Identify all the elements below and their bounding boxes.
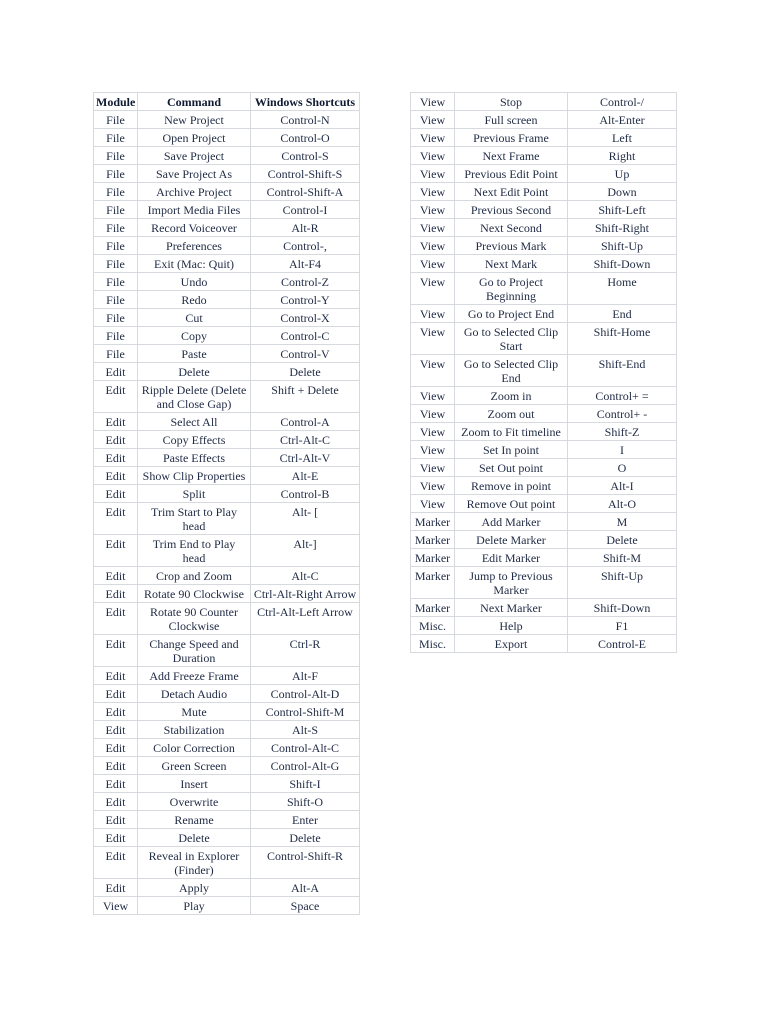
module-cell: Edit [94,485,138,503]
module-cell: View [94,897,138,915]
shortcut-cell: Alt-S [251,721,360,739]
module-cell: File [94,147,138,165]
module-cell: Edit [94,667,138,685]
module-cell: Edit [94,635,138,667]
table-row [94,585,360,603]
shortcut-cell: Ctrl-Alt-V [251,449,360,467]
shortcut-cell: Alt-Enter [568,111,677,129]
command-cell: Zoom out [455,405,568,423]
shortcut-cell: Control-X [251,309,360,327]
shortcut-cell: Shift-End [568,355,677,387]
command-cell: Insert [138,775,251,793]
command-cell: Color Correction [138,739,251,757]
shortcuts-table-left [93,92,360,915]
module-cell: Edit [94,449,138,467]
module-cell: Marker [411,531,455,549]
shortcut-cell: I [568,441,677,459]
command-cell: Rotate 90 Counter Clockwise [138,603,251,635]
shortcut-cell: Control-, [251,237,360,255]
module-cell: Edit [94,757,138,775]
command-cell: Help [455,617,568,635]
module-cell: View [411,323,455,355]
shortcut-cell: Down [568,183,677,201]
shortcut-cell: Alt-E [251,467,360,485]
module-header: Module [94,93,138,111]
table-row [94,345,360,363]
table-row [94,775,360,793]
module-cell: View [411,423,455,441]
shortcut-cell: Control-Alt-G [251,757,360,775]
module-cell: File [94,219,138,237]
shortcut-cell: Shift-M [568,549,677,567]
command-cell: Preferences [138,237,251,255]
shortcut-cell: Control-I [251,201,360,219]
shortcut-cell: Control-B [251,485,360,503]
table-row [411,477,677,495]
module-cell: Edit [94,847,138,879]
shortcut-cell: Control-Y [251,291,360,309]
command-cell: Undo [138,273,251,291]
table-row [94,291,360,309]
command-cell: Add Marker [455,513,568,531]
command-cell: Copy [138,327,251,345]
shortcut-cell: Alt-I [568,477,677,495]
module-cell: Edit [94,739,138,757]
module-cell: Edit [94,793,138,811]
shortcut-cell: Shift-Left [568,201,677,219]
shortcut-cell: Alt-F4 [251,255,360,273]
table-row [411,219,677,237]
module-cell: View [411,441,455,459]
shortcut-cell: Right [568,147,677,165]
command-cell: Open Project [138,129,251,147]
table-row [94,381,360,413]
command-cell: Delete [138,829,251,847]
table-row [94,327,360,345]
shortcut-cell: Shift + Delete [251,381,360,413]
module-cell: View [411,93,455,111]
shortcuts-table-right-body [411,93,677,653]
command-cell: Go to Project Beginning [455,273,568,305]
shortcut-cell: Alt-] [251,535,360,567]
table-row [411,255,677,273]
module-cell: View [411,495,455,513]
command-cell: Save Project As [138,165,251,183]
command-cell: Split [138,485,251,503]
command-cell: Rename [138,811,251,829]
table-row [94,255,360,273]
shortcut-cell: Delete [568,531,677,549]
module-cell: File [94,345,138,363]
command-cell: Jump to Previous Marker [455,567,568,599]
table-row [94,273,360,291]
table-row [94,309,360,327]
table-row [411,423,677,441]
module-cell: File [94,129,138,147]
command-cell: Set Out point [455,459,568,477]
command-cell: Stop [455,93,568,111]
module-cell: Edit [94,585,138,603]
command-cell: Zoom to Fit timeline [455,423,568,441]
command-cell: Change Speed and Duration [138,635,251,667]
command-cell: Rotate 90 Clockwise [138,585,251,603]
table-row [411,93,677,111]
table-row [94,237,360,255]
table-row [94,413,360,431]
table-row [94,219,360,237]
module-cell: View [411,111,455,129]
shortcut-cell: Shift-Up [568,237,677,255]
command-cell: Next Second [455,219,568,237]
module-cell: File [94,201,138,219]
shortcut-cell: Shift-I [251,775,360,793]
shortcut-cell: Alt- [ [251,503,360,535]
module-cell: View [411,219,455,237]
shortcut-cell: Control-A [251,413,360,431]
table-row [94,685,360,703]
command-cell: Crop and Zoom [138,567,251,585]
command-cell: Mute [138,703,251,721]
module-cell: File [94,111,138,129]
table-row [94,567,360,585]
shortcut-cell: Control-Alt-C [251,739,360,757]
table-row [411,147,677,165]
command-cell: Apply [138,879,251,897]
shortcut-cell: Alt-C [251,567,360,585]
shortcut-cell: Alt-F [251,667,360,685]
module-cell: View [411,387,455,405]
module-cell: Edit [94,567,138,585]
command-cell: Remove Out point [455,495,568,513]
command-cell: Detach Audio [138,685,251,703]
table-row [94,757,360,775]
command-cell: Next Marker [455,599,568,617]
module-cell: Edit [94,467,138,485]
shortcut-cell: Shift-Down [568,599,677,617]
table-row [411,495,677,513]
shortcut-cell: Left [568,129,677,147]
module-cell: View [411,459,455,477]
module-cell: Marker [411,513,455,531]
command-cell: Next Frame [455,147,568,165]
table-row [94,811,360,829]
module-cell: Edit [94,381,138,413]
shortcuts-table-left-body [94,111,360,915]
shortcut-cell: Control-C [251,327,360,345]
command-cell: Go to Selected Clip Start [455,323,568,355]
command-cell: Zoom in [455,387,568,405]
table-row [94,449,360,467]
module-cell: View [411,165,455,183]
module-cell: Marker [411,549,455,567]
module-cell: Edit [94,811,138,829]
table-row [94,129,360,147]
table-row [411,513,677,531]
command-cell: Paste Effects [138,449,251,467]
module-cell: File [94,291,138,309]
command-cell: Show Clip Properties [138,467,251,485]
table-row [411,531,677,549]
command-cell: Previous Frame [455,129,568,147]
shortcut-cell: End [568,305,677,323]
table-row [411,441,677,459]
module-cell: Edit [94,703,138,721]
table-row [411,237,677,255]
table-row [94,879,360,897]
table-row [411,305,677,323]
table-row [411,111,677,129]
table-row [411,459,677,477]
shortcut-cell: Ctrl-Alt-C [251,431,360,449]
shortcut-cell: Ctrl-R [251,635,360,667]
command-cell: Export [455,635,568,653]
table-row [411,599,677,617]
module-cell: Edit [94,431,138,449]
header-row [94,93,360,111]
module-cell: Misc. [411,617,455,635]
table-row [411,405,677,423]
table-row [411,355,677,387]
shortcut-cell: Ctrl-Alt-Left Arrow [251,603,360,635]
module-cell: Edit [94,829,138,847]
table-row [411,201,677,219]
module-cell: Edit [94,775,138,793]
table-row [94,793,360,811]
command-cell: Set In point [455,441,568,459]
table-row [94,667,360,685]
table-row [94,201,360,219]
shortcut-cell: Home [568,273,677,305]
module-cell: Edit [94,879,138,897]
table-row [94,829,360,847]
command-cell: Trim Start to Play head [138,503,251,535]
module-cell: Edit [94,413,138,431]
table-row [411,165,677,183]
command-cell: Delete [138,363,251,381]
shortcut-cell: Delete [251,363,360,381]
module-cell: View [411,273,455,305]
shortcut-cell: Delete [251,829,360,847]
module-cell: Edit [94,503,138,535]
shortcut-cell: Alt-R [251,219,360,237]
command-header: Command [138,93,251,111]
shortcut-cell: Control-Shift-S [251,165,360,183]
windows-shortcuts-header: Windows Shortcuts [251,93,360,111]
table-row [411,635,677,653]
table-row [94,183,360,201]
command-cell: Cut [138,309,251,327]
table-row [94,111,360,129]
module-cell: View [411,355,455,387]
module-cell: View [411,129,455,147]
module-cell: View [411,147,455,165]
module-cell: View [411,183,455,201]
table-row [411,273,677,305]
module-cell: File [94,327,138,345]
shortcut-cell: Control-Shift-A [251,183,360,201]
module-cell: Edit [94,363,138,381]
module-cell: View [411,477,455,495]
module-cell: Edit [94,721,138,739]
command-cell: Save Project [138,147,251,165]
command-cell: Remove in point [455,477,568,495]
command-cell: Green Screen [138,757,251,775]
table-row [94,603,360,635]
command-cell: Previous Mark [455,237,568,255]
shortcut-cell: Control-S [251,147,360,165]
shortcuts-table-right [410,92,677,653]
command-cell: Ripple Delete (Delete and Close Gap) [138,381,251,413]
command-cell: Play [138,897,251,915]
module-cell: Edit [94,603,138,635]
shortcut-cell: Control-/ [568,93,677,111]
module-cell: View [411,255,455,273]
shortcut-cell: Control-Shift-R [251,847,360,879]
shortcut-cell: Shift-Z [568,423,677,441]
table-row [94,165,360,183]
shortcut-cell: Alt-O [568,495,677,513]
command-cell: Overwrite [138,793,251,811]
shortcut-cell: Control-E [568,635,677,653]
table-row [94,503,360,535]
table-row [94,467,360,485]
shortcut-cell: Control+ - [568,405,677,423]
shortcut-cell: Control-V [251,345,360,363]
module-cell: Marker [411,599,455,617]
command-cell: Reveal in Explorer (Finder) [138,847,251,879]
command-cell: Edit Marker [455,549,568,567]
command-cell: Redo [138,291,251,309]
module-cell: File [94,237,138,255]
command-cell: Previous Second [455,201,568,219]
command-cell: Delete Marker [455,531,568,549]
table-row [94,431,360,449]
shortcut-cell: Shift-Up [568,567,677,599]
module-cell: File [94,165,138,183]
shortcut-cell: Control-Shift-M [251,703,360,721]
shortcut-cell: O [568,459,677,477]
shortcut-cell: Up [568,165,677,183]
table-row [94,703,360,721]
command-cell: Go to Project End [455,305,568,323]
module-cell: View [411,405,455,423]
table-row [411,617,677,635]
table-row [94,485,360,503]
table-row [411,129,677,147]
module-cell: Marker [411,567,455,599]
table-row [411,323,677,355]
table-row [94,721,360,739]
command-cell: Stabilization [138,721,251,739]
table-row [94,535,360,567]
shortcut-cell: Shift-Down [568,255,677,273]
command-cell: Select All [138,413,251,431]
command-cell: Trim End to Play head [138,535,251,567]
shortcut-cell: Control-O [251,129,360,147]
module-cell: File [94,309,138,327]
command-cell: Record Voiceover [138,219,251,237]
table-row [411,183,677,201]
shortcut-cell: Shift-Right [568,219,677,237]
shortcut-cell: F1 [568,617,677,635]
command-cell: New Project [138,111,251,129]
command-cell: Previous Edit Point [455,165,568,183]
command-cell: Exit (Mac: Quit) [138,255,251,273]
command-cell: Next Mark [455,255,568,273]
table-row [94,363,360,381]
command-cell: Paste [138,345,251,363]
command-cell: Go to Selected Clip End [455,355,568,387]
module-cell: File [94,255,138,273]
shortcut-cell: Space [251,897,360,915]
table-row [94,847,360,879]
table-row [411,387,677,405]
table-row [94,897,360,915]
shortcut-cell: M [568,513,677,531]
module-cell: View [411,305,455,323]
module-cell: Misc. [411,635,455,653]
shortcut-cell: Control-Z [251,273,360,291]
command-cell: Import Media Files [138,201,251,219]
module-cell: View [411,201,455,219]
command-cell: Add Freeze Frame [138,667,251,685]
shortcut-cell: Ctrl-Alt-Right Arrow [251,585,360,603]
shortcut-cell: Control+ = [568,387,677,405]
shortcut-cell: Control-Alt-D [251,685,360,703]
module-cell: Edit [94,685,138,703]
module-cell: File [94,273,138,291]
command-cell: Copy Effects [138,431,251,449]
shortcut-cell: Enter [251,811,360,829]
command-cell: Archive Project [138,183,251,201]
table-row [94,635,360,667]
command-cell: Next Edit Point [455,183,568,201]
module-cell: File [94,183,138,201]
shortcut-cell: Shift-Home [568,323,677,355]
shortcut-cell: Control-N [251,111,360,129]
shortcut-cell: Shift-O [251,793,360,811]
module-cell: View [411,237,455,255]
table-row [94,147,360,165]
shortcut-cell: Alt-A [251,879,360,897]
module-cell: Edit [94,535,138,567]
table-row [411,567,677,599]
table-row [411,549,677,567]
command-cell: Full screen [455,111,568,129]
table-row [94,739,360,757]
